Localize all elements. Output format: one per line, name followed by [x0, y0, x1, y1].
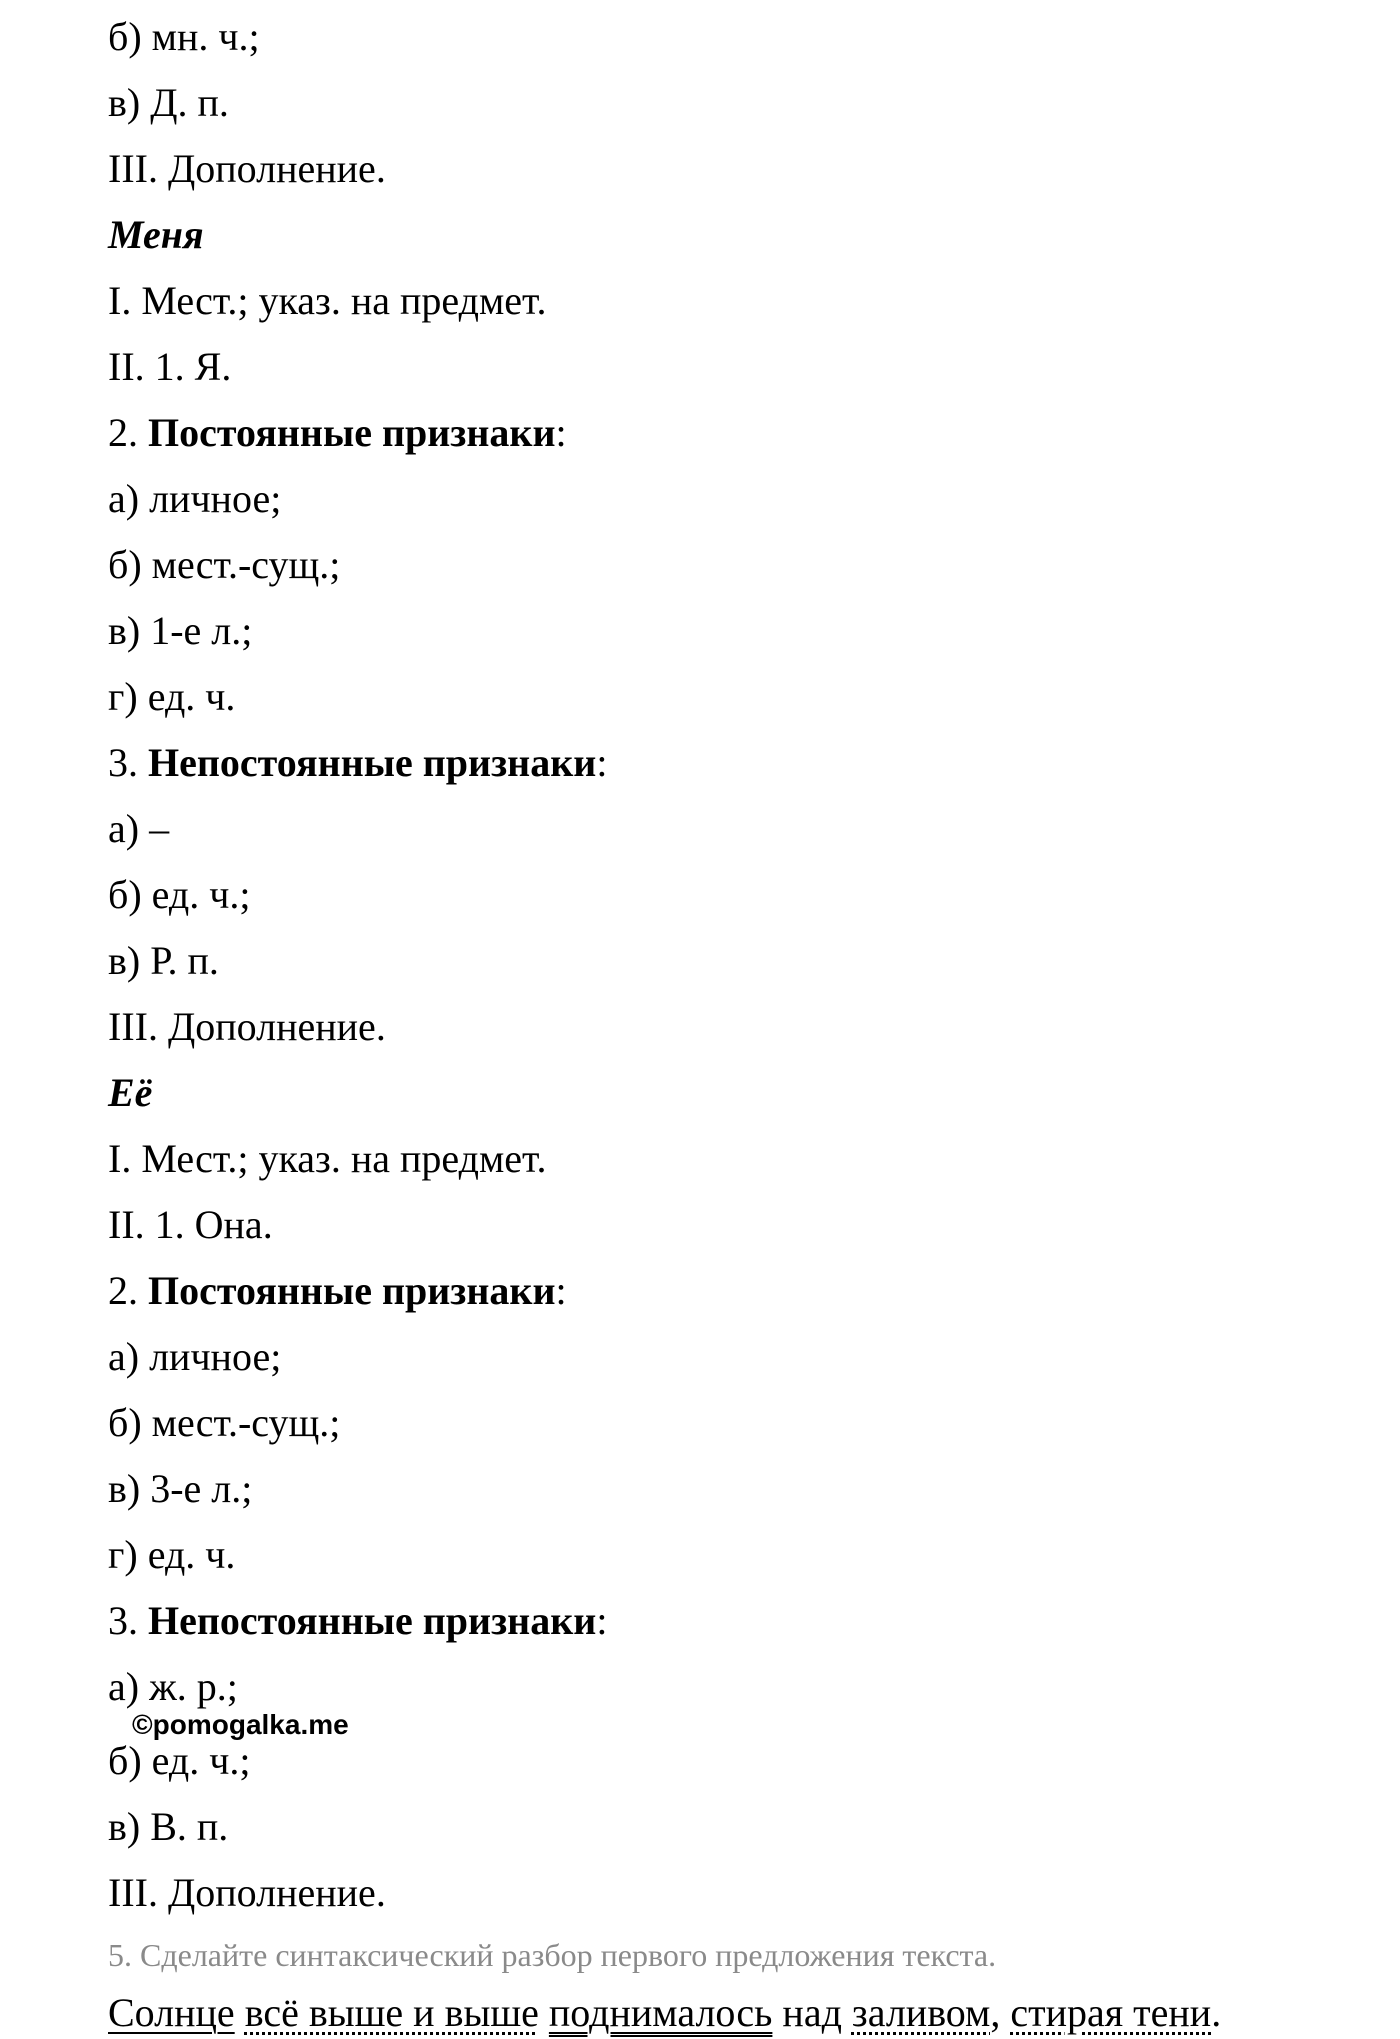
text-line: 2. Постоянные признаки: — [108, 410, 567, 455]
text-line: II. 1. Она. — [108, 1202, 273, 1247]
predicate-word: поднималось — [548, 1990, 773, 2035]
section-heading-menya: Меня — [108, 212, 204, 257]
text-line: 3. Непостоянные признаки: — [108, 1598, 608, 1643]
watermark: ©pomogalka.me — [132, 1709, 349, 1740]
bold-label: Непостоянные признаки — [148, 740, 597, 785]
text-line: б) мест.-сущ.; — [108, 542, 341, 587]
text-line: I. Мест.; указ. на предмет. — [108, 278, 547, 323]
text-line: I. Мест.; указ. на предмет. — [108, 1136, 547, 1181]
preposition-word: над — [782, 1990, 842, 2035]
task-instruction: 5. Сделайте синтаксический разбор первого предложения текста. — [108, 1937, 997, 1973]
text-line: III. Дополнение. — [108, 1870, 386, 1915]
text-line: III. Дополнение. — [108, 146, 386, 191]
bold-label: Постоянные признаки — [148, 410, 556, 455]
text-line: II. 1. Я. — [108, 344, 232, 389]
text-line: а) – — [108, 806, 170, 851]
text-line: 3. Непостоянные признаки: — [108, 740, 608, 785]
bold-label: Постоянные признаки — [148, 1268, 556, 1313]
participial-phrase: стирая тени — [1010, 1990, 1212, 2035]
text-line: III. Дополнение. — [108, 1004, 386, 1049]
adverbial-phrase: всё выше и выше — [244, 1990, 539, 2035]
adverbial-word: заливом — [851, 1990, 991, 2035]
text-line: г) ед. ч. — [108, 674, 236, 719]
subject-word: Солнце — [108, 1990, 235, 2035]
parsed-sentence: Солнце всё выше и выше поднималось над заливом, стирая тени. — [108, 1990, 1222, 2035]
text-line: в) 1-е л.; — [108, 608, 253, 653]
text-line: а) ж. р.; — [108, 1664, 238, 1709]
text-line: 2. Постоянные признаки: — [108, 1268, 567, 1313]
section-heading-eyo: Её — [108, 1070, 153, 1115]
text-line: в) В. п. — [108, 1804, 229, 1849]
text-line: в) Р. п. — [108, 938, 219, 983]
text-line: б) ед. ч.; — [108, 872, 251, 917]
text-line: б) мест.-сущ.; — [108, 1400, 341, 1445]
text-line: б) мн. ч.; — [108, 14, 260, 59]
bold-label: Непостоянные признаки — [148, 1598, 597, 1643]
text-line: г) ед. ч. — [108, 1532, 236, 1577]
text-line: б) ед. ч.; — [108, 1738, 251, 1783]
text-line: а) личное; — [108, 476, 282, 521]
text-line: в) 3-е л.; — [108, 1466, 253, 1511]
text-line: в) Д. п. — [108, 80, 229, 125]
text-line: а) личное; — [108, 1334, 282, 1379]
